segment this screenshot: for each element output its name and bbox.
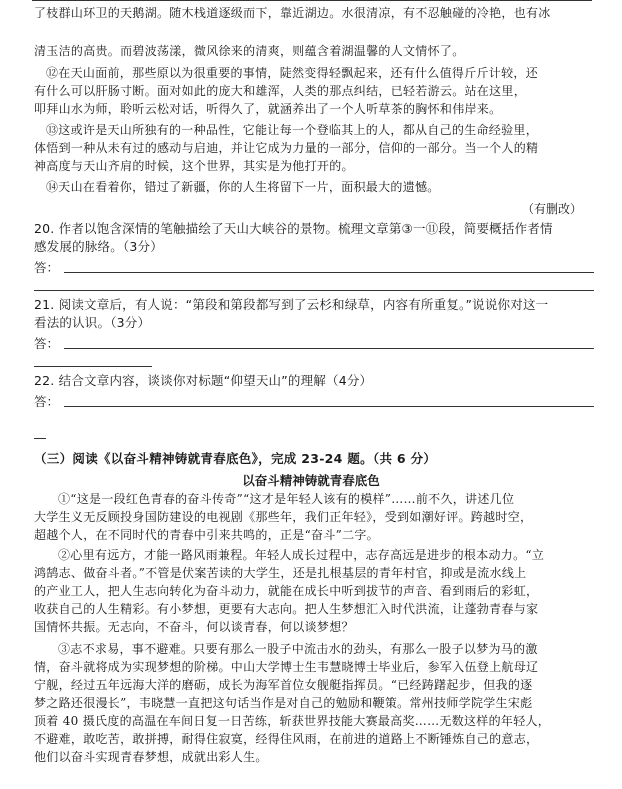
- divider: [34, 290, 594, 291]
- source-note: （有删改）: [521, 202, 582, 216]
- divider: [34, 366, 152, 367]
- article-line: 顶着 40 摄氏度的高温在车间日复一日苦练，斩获世界技能大赛最高奖……无数这样的年轻人，: [34, 714, 551, 728]
- section-3-heading: （三）阅读《以奋斗精神铸就青春底色》，完成 23-24 题。（共 6 分）: [34, 452, 437, 466]
- article-line: 的产业工人，把人生志向转化为奋斗动力，就能在成长中听到拔节的声音、看到雨后的彩虹，: [34, 584, 539, 598]
- answer-label: 答：: [34, 336, 60, 351]
- passage-line: 了枝群山环卫的天鹅湖。随木栈道逐级而下，靠近湖边。水很清凉，有不忍触碰的冷艳，也有冰: [34, 6, 551, 20]
- question-20-text: 感发展的脉络。（3分）: [34, 240, 163, 254]
- question-22-text: 22. 结合文章内容，谈谈你对标题“仰望天山”的理解（4分）: [34, 374, 373, 388]
- passage-line: 神高度与天山齐肩的时候，这个世界，其实是为他打开的。: [34, 159, 354, 173]
- article-line: 不避难，敢吃苦，敢拼搏，耐得住寂寞，经得住风雨，在前进的道路上不断锤炼自己的意志，: [34, 732, 539, 746]
- article-title: 以奋斗精神铸就青春底色: [242, 473, 380, 488]
- question-20-text: 20. 作者以饱含深情的笔触描绘了天山大峡谷的景物。梳理文章第③一⑪段，简要概括作者情: [34, 222, 553, 236]
- paragraph-13-line: ⑬这或许是天山所独有的一种品性，它能让每一个登临其上的人，都从自己的生命经验里，: [46, 123, 539, 137]
- article-line: 宁舰，经过五年远海大洋的磨砺，成长为海军首位女舰艇指挥员。“已经踌躇起步，但我的逐: [34, 678, 533, 692]
- paragraph-12-line: ⑫在天山面前，那些原以为很重要的事情，陡然变得轻飘起来，还有什么值得斤斤计较，还: [46, 66, 539, 80]
- article-line: 他们以奋斗实现青春梦想，成就出彩人生。: [34, 750, 268, 764]
- question-21-text: 看法的认识。（3分）: [34, 316, 151, 330]
- answer-21-row[interactable]: [34, 334, 594, 350]
- article-line: 情，奋斗就将成为实现梦想的阶梯。中山大学博士生韦慧晓博士毕业后，参军入伍登上航母辽: [34, 660, 539, 674]
- question-21-text: 21. 阅读文章后，有人说：“第段和第段都写到了云杉和绿草，内容有所重复。”说说你对这一: [34, 298, 549, 312]
- answer-line: [64, 406, 594, 407]
- paragraph-14-line: ⑭天山在看着你，错过了新疆，你的人生将留下一片，面积最大的遗憾。: [46, 180, 440, 194]
- divider: [34, 438, 46, 439]
- answer-label: 答：: [34, 260, 60, 275]
- answer-label: 答：: [34, 394, 60, 409]
- passage-line: 体悟到一种从未有过的感动与启迪，并让它成为力量的一部分，信仰的一部分。当一个人的精: [34, 141, 539, 155]
- answer-20-row[interactable]: [34, 258, 594, 274]
- passage-line: 清玉洁的高贵。而碧波荡漾，微风徐来的清爽，则蕴含着湖温馨的人文情怀了。: [34, 44, 465, 58]
- answer-line: [64, 272, 594, 273]
- article-line: 国情怀共振。无志向，不奋斗，何以谈青春，何以谈梦想？: [34, 620, 354, 634]
- paragraph-1-line: ①“这是一段红色青春的奋斗传奇”“这才是年轻人该有的模样”……前不久，讲述几位: [58, 492, 515, 506]
- top-rule: [32, 0, 592, 1]
- paragraph-3-line: ③志不求易，事不避难。只要有那么一股子中流击水的劲头，有那么一股子以梦为马的激: [58, 642, 538, 656]
- passage-line: 叩拜山水为师，聆听云松对话，听得久了，就涵养出了一个人听草茶的胸怀和伟岸来。: [34, 102, 502, 116]
- article-line: 收获自己的人生精彩。有小梦想，更要有大志向。把人生梦想汇入时代洪流，让蓬勃青春与家: [34, 602, 539, 616]
- article-line: 超越个人，在不同时代的青春中引来共鸣的，正是“奋斗”二字。: [34, 528, 379, 542]
- answer-line: [64, 348, 594, 349]
- article-line: 鸿鹄志、做奋斗者。”不管是伏案苦读的大学生，还是扎根基层的青年村官，抑或是流水线上: [34, 566, 527, 580]
- article-line: 大学生义无反顾投身国防建设的电视剧《那些年，我们正年轻》，受到如潮好评。跨越时空，: [34, 510, 533, 524]
- passage-line: 有什么可以肝肠寸断。面对如此的庞大和雄浑，人类的那点纠结，已轻若游云。站在这里，: [34, 84, 527, 98]
- paragraph-2-line: ②心里有远方，才能一路风雨兼程。年轻人成长过程中，志存高远是进步的根本动力。“立: [58, 548, 545, 562]
- answer-22-row[interactable]: [34, 392, 594, 408]
- article-line: 梦之路还很漫长”，韦晓慧一直把这句话当作是对自己的勉励和鞭策。常州技师学院学生宋彪: [34, 696, 533, 710]
